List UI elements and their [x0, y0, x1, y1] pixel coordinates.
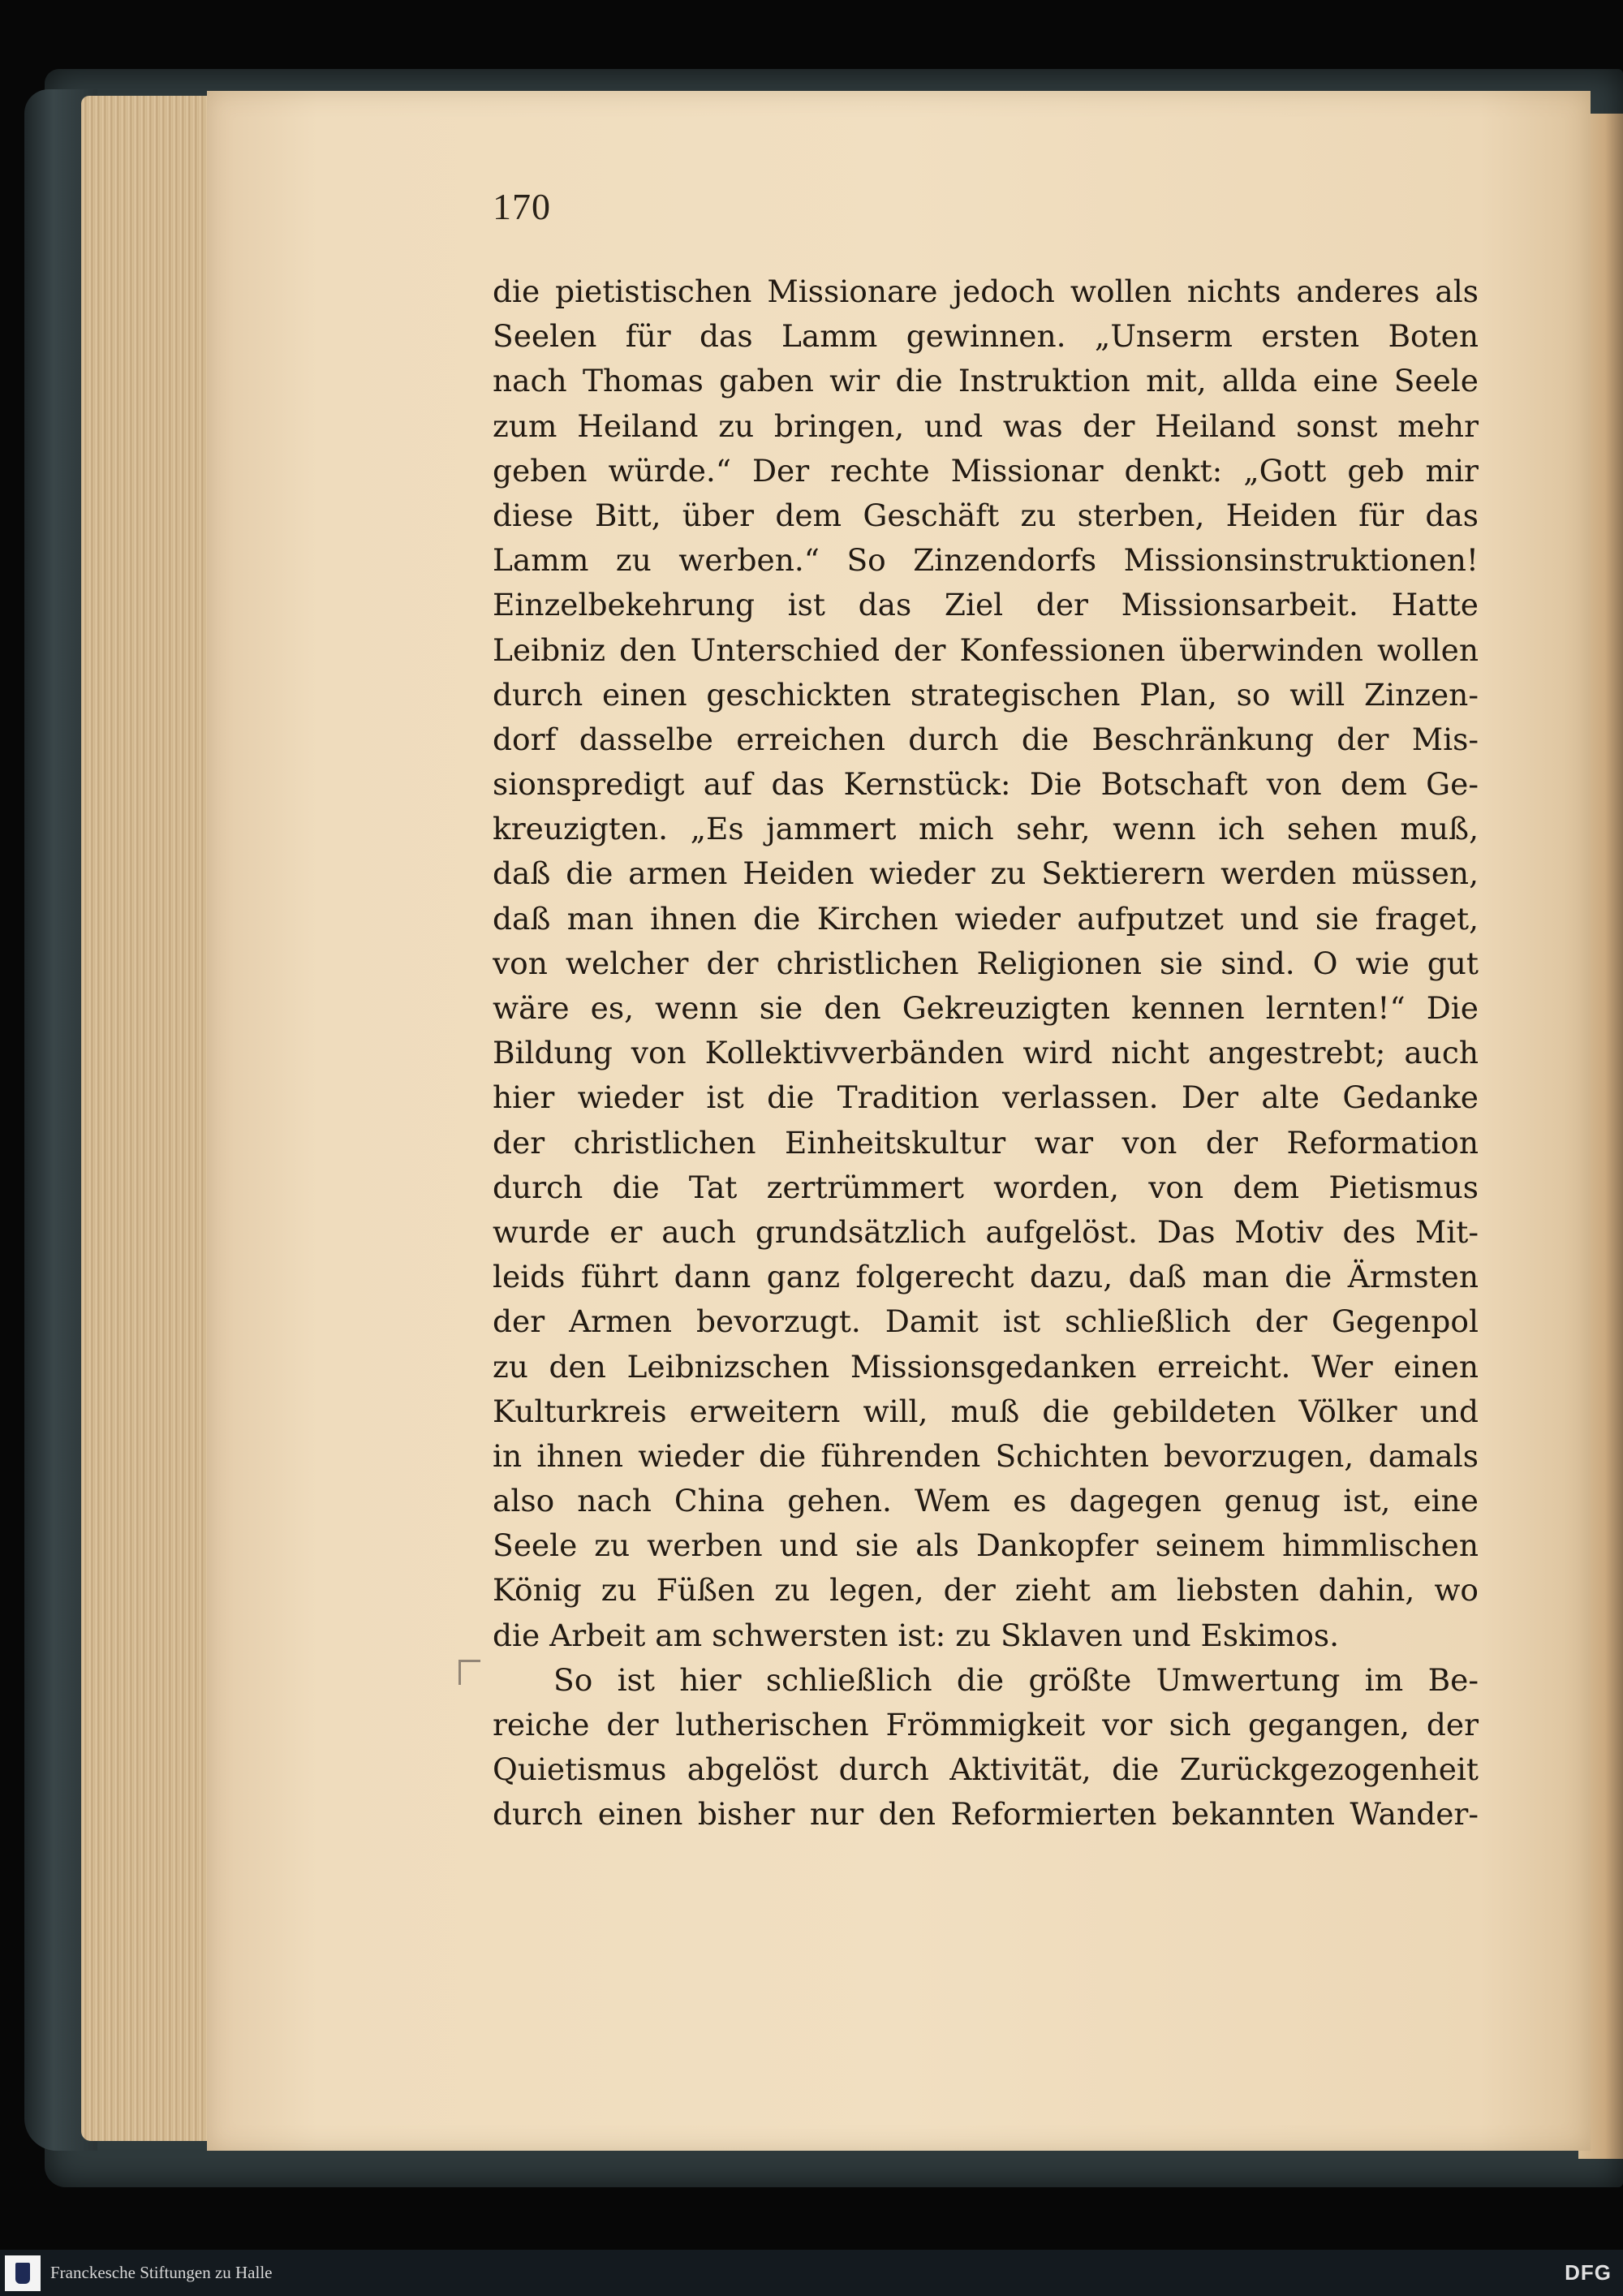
text-line: dorf dasselbe erreichen durch die Beschränkung der Mis- [493, 721, 1479, 757]
text-line: Seele zu werben und sie als Dankopfer seinem himmlischen [493, 1527, 1479, 1564]
text-line: die pietistischen Missionare jedoch wollen nichts anderes als [493, 274, 1479, 309]
text-line: geben würde.“ Der rechte Missionar denkt: „Gott geb mir [493, 452, 1479, 489]
text-line: der christlichen Einheitskultur war von der Reformation [493, 1124, 1479, 1161]
text-line: Kulturkreis erweitern will, muß die gebildeten Völker und [493, 1393, 1479, 1429]
text-line: König zu Füßen zu legen, der zieht am liebsten dahin, wo [493, 1572, 1479, 1609]
text-line: Seelen für das Lamm gewinnen. „Unserm ersten Boten [493, 318, 1479, 355]
body-text [493, 269, 1479, 1837]
pencil-mark [458, 1660, 480, 1685]
text-line: durch die Tat zertrümmert worden, von dem Pietismus [493, 1169, 1479, 1205]
page-number: 170 [493, 186, 551, 227]
text-line: von welcher der christlichen Religionen sie sind. O wie gut [493, 945, 1479, 981]
text-line: der Armen bevorzugt. Damit ist schließlich der Gegenpol [493, 1303, 1479, 1340]
text-line: durch einen geschickten strategischen Plan, so will Zinzen- [493, 676, 1479, 713]
text-line: durch einen bisher nur den Reformierten bekannten Wander- [493, 1796, 1479, 1833]
text-line: nach Thomas gaben wir die Instruktion mit, allda eine Seele [493, 363, 1479, 399]
text-line: zum Heiland zu bringen, und was der Heiland sonst mehr [493, 407, 1479, 444]
text-line: zu den Leibnizschen Missionsgedanken erreicht. Wer einen [493, 1348, 1479, 1385]
text-line: Leibniz den Unterschied der Konfessionen überwinden wollen [493, 631, 1479, 668]
footer-bar [0, 2250, 1623, 2296]
francke-logo-icon [5, 2255, 41, 2291]
text-line: hier wieder ist die Tradition verlassen. Der alte Gedanke [493, 1079, 1479, 1116]
text-line: daß man ihnen die Kirchen wieder aufputzet und sie fraget, [493, 900, 1479, 937]
text-line: sionspredigt auf das Kernstück: Die Botschaft von dem Ge- [493, 766, 1479, 803]
text-line: diese Bitt, über dem Geschäft zu sterben, Heiden für das [493, 497, 1479, 533]
text-line: Quietismus abgelöst durch Aktivität, die Zurückgezogenheit [493, 1751, 1479, 1788]
text-line: also nach China gehen. Wem es dagegen genug ist, eine [493, 1483, 1479, 1519]
text-line: leids führt dann ganz folgerecht dazu, daß man die Ärmsten [493, 1259, 1479, 1295]
dfg-logo: DFG [1565, 2260, 1612, 2285]
text-line: wurde er auch grundsätzlich aufgelöst. Das Motiv des Mit- [493, 1213, 1479, 1250]
text-line: Lamm zu werben.“ So Zinzendorfs Missionsinstruktionen! [493, 542, 1479, 579]
institution-name: Franckesche Stiftungen zu Halle [50, 2263, 273, 2282]
text-line: So ist hier schließlich die größte Umwertung im Be- [553, 1661, 1479, 1698]
text-line: wäre es, wenn sie den Gekreuzigten kennen lernten!“ Die [493, 990, 1479, 1026]
text-line: daß die armen Heiden wieder zu Sektierern werden müssen, [493, 855, 1479, 892]
text-line: Bildung von Kollektivverbänden wird nicht angestrebt; auch [493, 1035, 1479, 1071]
page-stack-edges [81, 96, 227, 2141]
text-line: kreuzigten. „Es jammert mich sehr, wenn ich sehen muß, [493, 811, 1479, 847]
text-line: reiche der lutherischen Frömmigkeit vor sich gegangen, der [493, 1707, 1479, 1742]
text-line: in ihnen wieder die führenden Schichten bevorzugen, damals [493, 1437, 1479, 1474]
text-line: Einzelbekehrung ist das Ziel der Missionsarbeit. Hatte [493, 587, 1479, 623]
text-line: die Arbeit am schwersten ist: zu Sklaven und Eskimos. [493, 1617, 1340, 1653]
